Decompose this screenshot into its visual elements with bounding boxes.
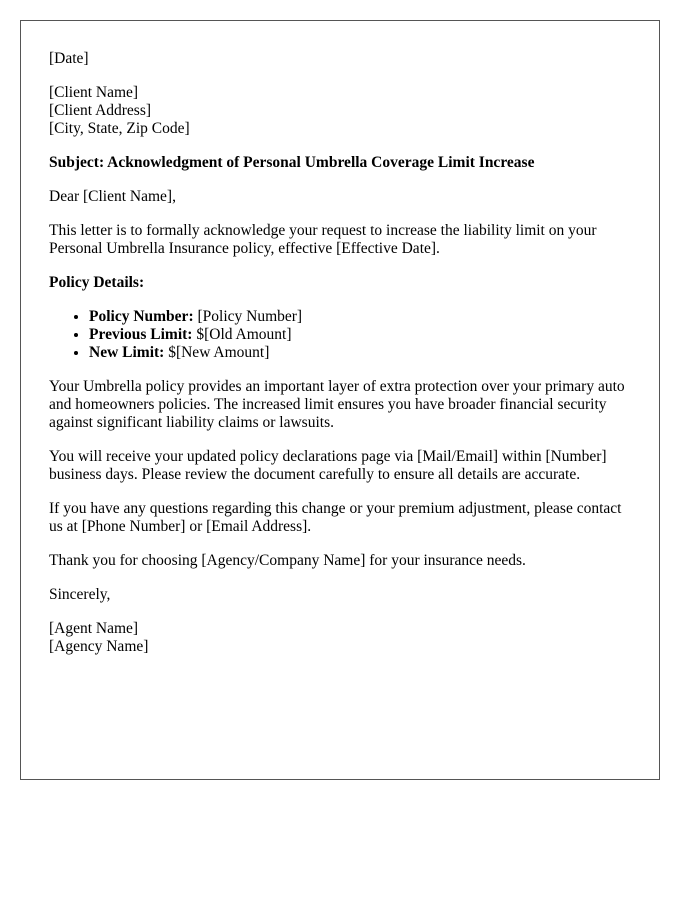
policy-details-heading: Policy Details: [49, 274, 145, 291]
contact-paragraph: If you have any questions regarding this change or your premium adjustment, please contact us at [Phone Number] or [Email Address]. [49, 500, 622, 535]
closing: Sincerely, [49, 586, 111, 603]
recipient-name: [Client Name] [49, 84, 139, 101]
recipient-block [49, 84, 631, 138]
thank-you-paragraph: Thank you for choosing [Agency/Company Name] for your insurance needs. [49, 552, 526, 569]
agency-name: [Agency Name] [49, 638, 149, 655]
new-limit-value: $[New Amount] [164, 344, 270, 361]
salutation: Dear [Client Name], [49, 188, 176, 205]
previous-limit-label: Previous Limit: [89, 326, 193, 343]
policy-detail-item [89, 344, 631, 362]
policy-detail-item [89, 326, 631, 344]
agent-name: [Agent Name] [49, 620, 139, 637]
letter-page [20, 20, 660, 780]
coverage-paragraph: Your Umbrella policy provides an important layer of extra protection over your primary auto and homeowners policies. The increased limit ensures you have broader financial security against significant liability claims or lawsuits. [49, 378, 625, 431]
recipient-city-state-zip: [City, State, Zip Code] [49, 120, 190, 137]
signature-block [49, 620, 631, 656]
previous-limit-value: $[Old Amount] [192, 326, 292, 343]
declarations-paragraph: You will receive your updated policy declarations page via [Mail/Email] within [Number] business days. Please review the document carefully to ensure all details are accurate. [49, 448, 607, 483]
subject-line: Subject: Acknowledgment of Personal Umbrella Coverage Limit Increase [49, 154, 535, 171]
new-limit-label: New Limit: [89, 344, 165, 361]
intro-paragraph: This letter is to formally acknowledge your request to increase the liability limit on your Personal Umbrella Insurance policy, effective [Effective Date]. [49, 222, 597, 257]
recipient-address: [Client Address] [49, 102, 152, 119]
letter-date: [Date] [49, 50, 89, 67]
policy-details-list [49, 308, 631, 362]
policy-number-value: [Policy Number] [193, 308, 303, 325]
policy-detail-item [89, 308, 631, 326]
policy-number-label: Policy Number: [89, 308, 194, 325]
